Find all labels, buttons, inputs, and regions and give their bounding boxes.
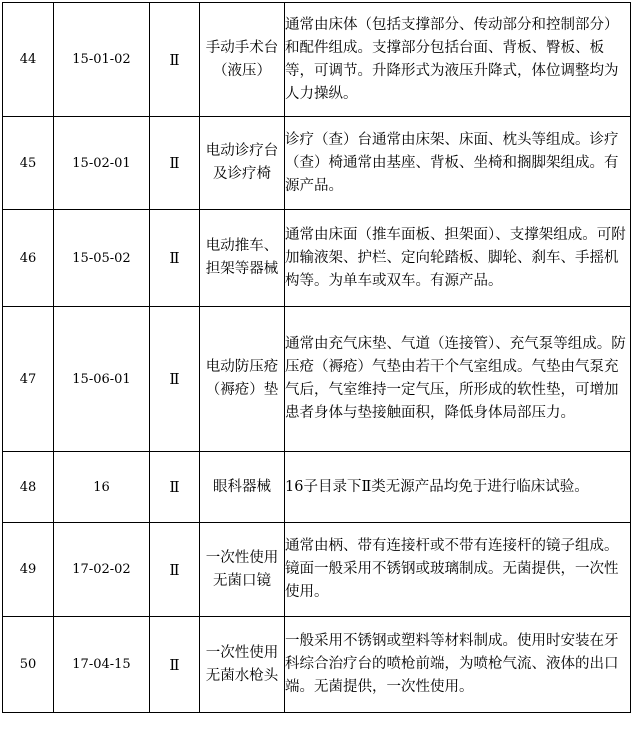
product-name-text: 电动防压疮（褥疮）垫: [205, 359, 279, 398]
product-description-text: 通常由床面（推车面板、担架面）、支撑架组成。可附加输液架、护栏、定向轮踏板、脚轮、刹车、手摇机构等。为单车或双车。有源产品。: [285, 226, 626, 289]
product-description-text: 通常由充气床垫、气道（连接管）、充气泵等组成。防压疮（褥疮）气垫由若干个气室组成。气垫由气泵充气后，气室维持一定气压，所形成的软性垫，可增加患者身体与垫接触面积，降低身体局部压力。: [285, 336, 626, 421]
table-row: [3, 117, 631, 210]
product-name: [200, 117, 285, 210]
management-class: Ⅱ: [150, 617, 200, 713]
product-description-text: 通常由床体（包括支撑部分、传动部分和控制部分）和配件组成。支撑部分包括台面、背板、臀板、板等，可调节。升降形式为液压升降式，体位调整均为人力操纵。: [285, 16, 619, 102]
product-description-text: 通常由柄、带有连接杆或不带有连接杆的镜子组成。镜面一般采用不锈钢或玻璃制成。无菌提供，一次性使用。: [285, 538, 619, 600]
row-number: 48: [3, 452, 54, 523]
category-code: 16: [54, 452, 150, 523]
table-row: [3, 617, 631, 713]
product-name-text: 电动诊疗台及诊疗椅: [205, 143, 279, 182]
table-row: [3, 452, 631, 523]
table-row: [3, 210, 631, 307]
product-name: [200, 307, 285, 452]
management-class: Ⅱ: [150, 452, 200, 523]
product-description: [285, 307, 631, 452]
product-description: [285, 117, 631, 210]
product-description: [285, 617, 631, 713]
product-description-text: 16子目录下Ⅱ类无源产品均免于进行临床试验。: [285, 478, 589, 495]
management-class: Ⅱ: [150, 523, 200, 617]
product-name: [200, 452, 285, 523]
table-row: [3, 3, 631, 117]
row-number: 50: [3, 617, 54, 713]
product-description-text: 一般采用不锈钢或塑料等材料制成。使用时安装在牙科综合治疗台的喷枪前端，为喷枪气流、液体的出口端。无菌提供，一次性使用。: [285, 633, 619, 695]
category-code: 17-04-15: [54, 617, 150, 713]
product-description: [285, 523, 631, 617]
product-name-text: 一次性使用无菌口镜: [205, 549, 279, 589]
management-class: Ⅱ: [150, 307, 200, 452]
product-name-text: 电动推车、担架等器械: [205, 238, 279, 277]
management-class: Ⅱ: [150, 3, 200, 117]
table-row: [3, 523, 631, 617]
row-number: 45: [3, 117, 54, 210]
table-row: [3, 307, 631, 452]
product-name: [200, 210, 285, 307]
product-description-text: 诊疗（查）台通常由床架、床面、枕头等组成。诊疗（查）椅通常由基座、背板、坐椅和搁脚架组成。有源产品。: [285, 131, 619, 194]
category-code: 15-06-01: [54, 307, 150, 452]
product-description: [285, 452, 631, 523]
product-name: [200, 523, 285, 617]
product-description: [285, 210, 631, 307]
product-name: [200, 617, 285, 713]
row-number: 47: [3, 307, 54, 452]
row-number: 46: [3, 210, 54, 307]
category-code: 15-02-01: [54, 117, 150, 210]
category-code: 15-01-02: [54, 3, 150, 117]
management-class: Ⅱ: [150, 117, 200, 210]
category-code: 17-02-02: [54, 523, 150, 617]
product-name-text: 手动手术台（液压）: [205, 39, 279, 79]
row-number: 44: [3, 3, 54, 117]
product-name: [200, 3, 285, 117]
product-description: [285, 3, 631, 117]
product-name-text: 一次性使用无菌水枪头: [205, 644, 279, 684]
product-name-text: 眼科器械: [213, 478, 271, 495]
row-number: 49: [3, 523, 54, 617]
category-code: 15-05-02: [54, 210, 150, 307]
device-table: [2, 2, 631, 713]
management-class: Ⅱ: [150, 210, 200, 307]
